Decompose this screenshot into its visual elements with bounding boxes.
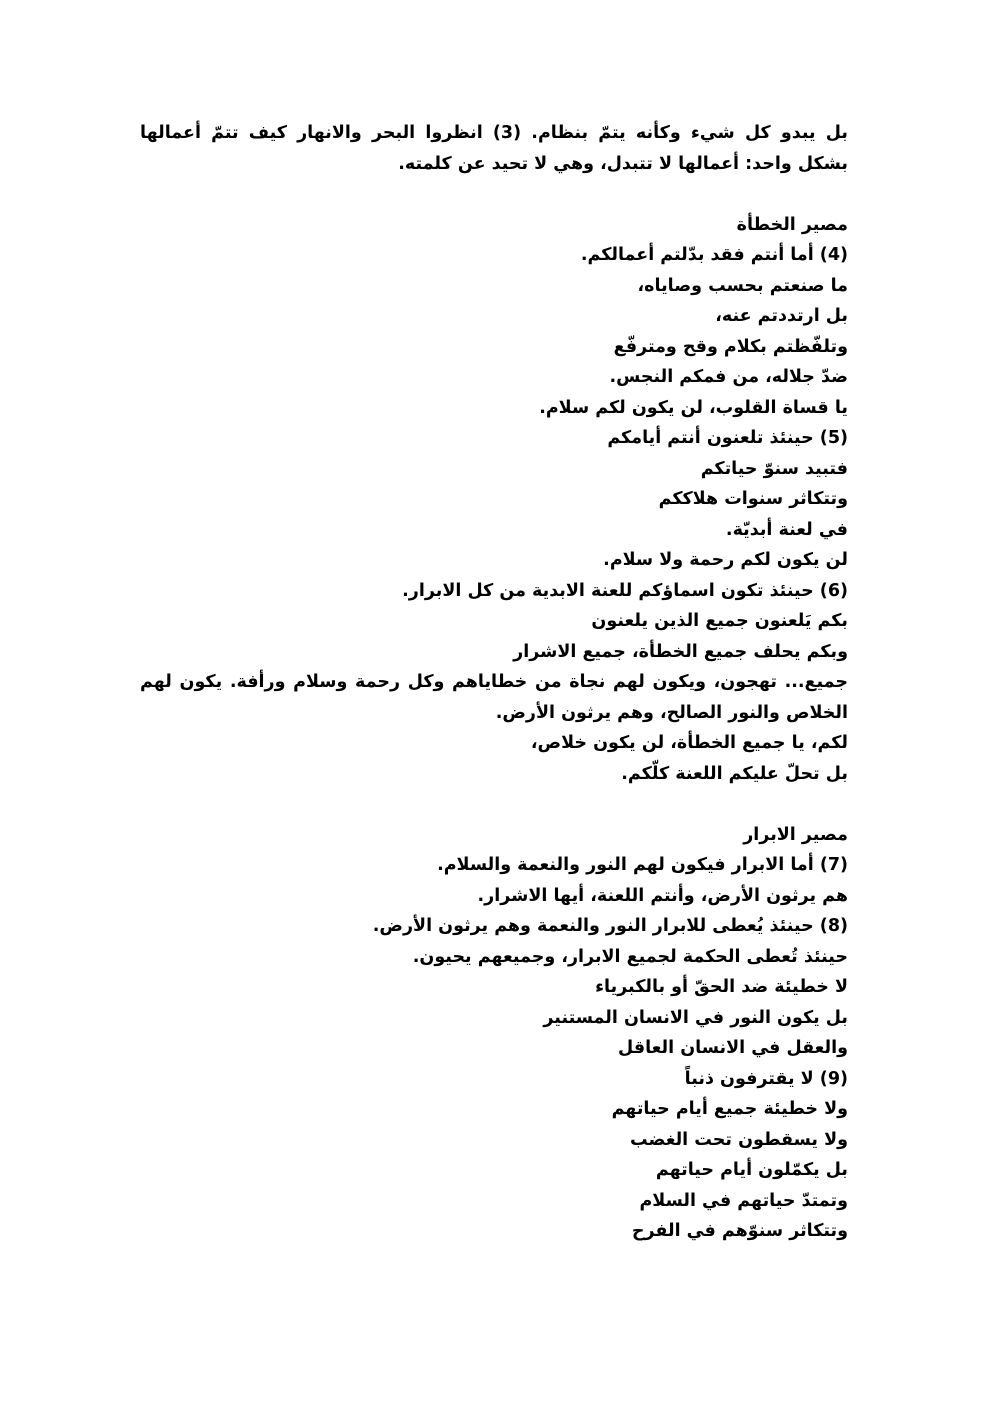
verse-line: وتلفّظتم بكلام وقح ومترفّع	[613, 336, 848, 357]
paragraph-gap	[140, 789, 848, 820]
verse-line: (9) لا يقترفون ذنباً	[684, 1068, 848, 1089]
document-page	[140, 118, 848, 1247]
verse-line: ما صنعتم بحسب وصاياه،	[637, 275, 848, 296]
verse-line: (5) حينئذ تلعنون أنتم أيامكم	[607, 428, 848, 448]
verse-line: في لعنة أبديّة.	[725, 519, 848, 540]
verse-line: (4) أما أنتم فقد بدّلتم أعمالكم.	[580, 245, 848, 265]
verse-line: بل ارتددتم عنه،	[715, 306, 848, 326]
section-heading-sinners: مصير الخطأة	[736, 214, 848, 235]
verse-line: لا خطيئة ضد الحقّ أو بالكبرياء	[595, 977, 848, 997]
section-heading-righteous: مصير الابرار	[743, 824, 848, 845]
verse-line: والعقل في الانسان العاقل	[618, 1038, 848, 1058]
paragraph-gap	[140, 179, 848, 210]
verse-line: لكم، يا جميع الخطأة، لن يكون خلاص،	[530, 733, 848, 753]
verse-line: بل يكون النور في الانسان المستنير	[543, 1007, 848, 1028]
intro-line-2: بشكل واحد: أعمالها لا تتبدل، وهي لا تحيد عن كلمته.	[398, 153, 848, 174]
verse-line: فتبيد سنوّ حياتكم	[700, 458, 848, 479]
verse-line: (7) أما الابرار فيكون لهم النور والنعمة والسلام.	[437, 855, 848, 875]
verse-line: وبكم يحلف جميع الخطأة، جميع الاشرار	[513, 641, 848, 662]
verse-line: (8) حينئذ يُعطى للابرار النور والنعمة وهم يرثون الأرض.	[372, 916, 848, 936]
verse-line: بل تحلّ عليكم اللعنة كلّكم.	[621, 763, 848, 784]
verse-line: ولا خطيئة جميع أيام حياتهم	[611, 1099, 848, 1119]
verse-line: ولا يسقطون تحت الغضب	[629, 1129, 848, 1150]
verse-line: وتمتدّ حياتهم في السلام	[639, 1190, 848, 1211]
verse-line: يا قساة القلوب، لن يكون لكم سلام.	[539, 397, 848, 418]
verse-line-justified: جميع... تهجون، ويكون لهم نجاة من خطاياهم وكل رحمة وسلام ورأفة. يكون لهم	[140, 672, 848, 692]
verse-line: وتتكاثر سنوّهم في الفرح	[631, 1221, 848, 1241]
verse-line: لن يكون لكم رحمة ولا سلام.	[603, 550, 848, 570]
verse-line: وتتكاثر سنوات هلاككم	[658, 489, 848, 509]
verse-line: بل يكمّلون أيام حياتهم	[655, 1160, 848, 1180]
verse-line: الخلاص والنور الصالح، وهم يرثون الأرض.	[495, 702, 848, 723]
verse-line: بكم يَلعنون جميع الذين يلعنون	[591, 611, 848, 631]
verse-line: هم يرثون الأرض، وأنتم اللعنة، أيها الاشرار.	[477, 885, 848, 906]
verse-line: حينئذ تُعطى الحكمة لجميع الابرار، وجميعهم يحيون.	[412, 946, 848, 967]
intro-line-1: بل يبدو كل شيء وكأنه يتمّ بنظام. (3) انظروا البحر والانهار كيف تتمّ أعمالها	[140, 123, 848, 143]
verse-line: (6) حينئذ تكون اسماؤكم للعنة الابدية من كل الابرار.	[402, 580, 848, 601]
verse-line: ضدّ جلاله، من فمكم النجس.	[609, 367, 848, 387]
